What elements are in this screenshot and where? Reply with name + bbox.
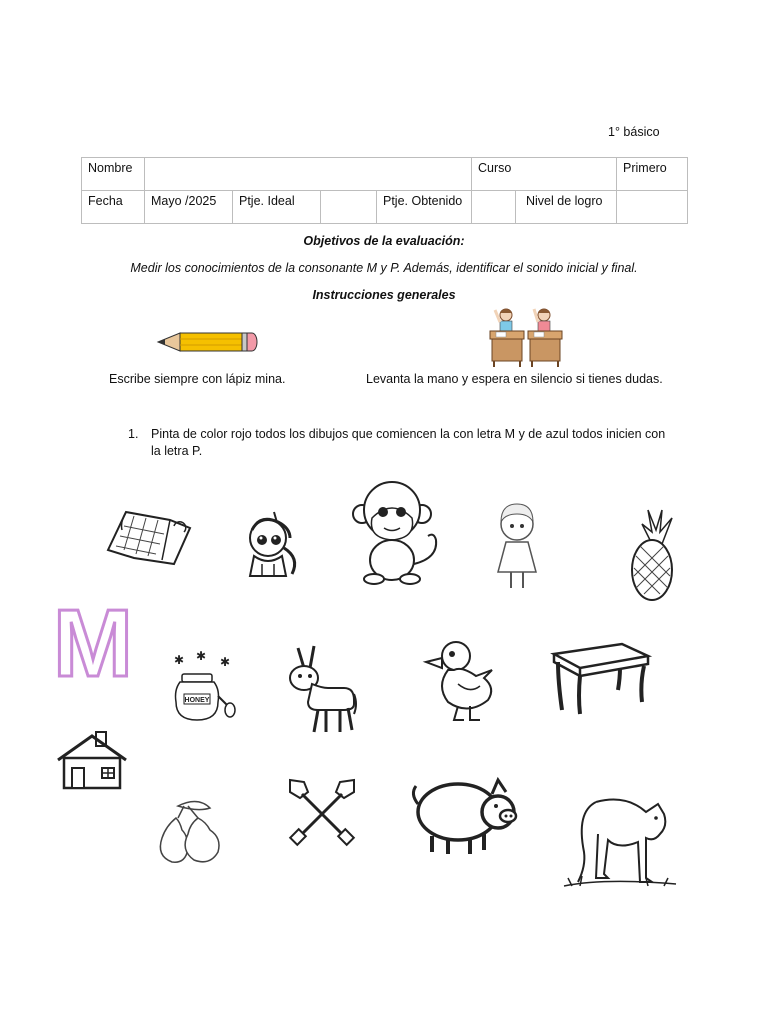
pencil-icon xyxy=(156,328,258,356)
info-table xyxy=(81,157,688,224)
honey-icon[interactable] xyxy=(168,650,238,726)
question-number: 1. xyxy=(128,427,139,441)
objectives-title: Objetivos de la evaluación: xyxy=(303,234,465,248)
nivel-logro-field[interactable] xyxy=(617,191,688,224)
svg-text:✱: ✱ xyxy=(174,653,185,667)
nombre-field[interactable] xyxy=(145,158,472,191)
grade-label: 1° básico xyxy=(608,125,660,139)
donkey-icon[interactable] xyxy=(284,644,358,736)
pineapple-icon[interactable] xyxy=(622,508,682,602)
question-text: Pinta de color rojo todos los dibujos que comiencen la con letra M y de azul todos inicien con la letra P. xyxy=(151,427,666,458)
pears-icon[interactable] xyxy=(148,796,228,864)
nivel-logro-label: Nivel de logro xyxy=(516,191,617,224)
instruction-raise-hand: Levanta la mano y espera en silencio si tienes dudas. xyxy=(366,372,663,386)
duck-icon[interactable] xyxy=(422,636,496,724)
ptje-ideal-field[interactable] xyxy=(321,191,377,224)
shovels-icon[interactable] xyxy=(284,774,360,850)
objectives-text: Medir los conocimientos de la consonante M y P. Además, identificar el sonido inicial y final. xyxy=(130,261,638,275)
ptje-obtenido-label: Ptje. Obtenido xyxy=(377,191,472,224)
doll-icon[interactable] xyxy=(490,502,544,592)
nombre-label: Nombre xyxy=(82,158,145,191)
curso-value: Primero xyxy=(617,158,688,191)
svg-text:HONEY: HONEY xyxy=(184,697,210,704)
big-letter-m xyxy=(52,600,134,686)
instruction-pencil: Escribe siempre con lápiz mina. xyxy=(109,372,286,386)
monkey-icon[interactable] xyxy=(352,480,444,586)
table-icon[interactable] xyxy=(550,640,650,716)
instructions-title: Instrucciones generales xyxy=(312,288,456,302)
svg-text:✱: ✱ xyxy=(220,655,231,669)
svg-text:M: M xyxy=(53,600,133,686)
fecha-value: Mayo /2025 xyxy=(145,191,233,224)
fecha-label: Fecha xyxy=(82,191,145,224)
unicorn-icon[interactable] xyxy=(240,508,302,580)
ptje-ideal-label: Ptje. Ideal xyxy=(233,191,321,224)
map-icon[interactable] xyxy=(104,506,194,568)
puma-icon[interactable] xyxy=(560,790,682,892)
classroom-icon xyxy=(488,306,566,368)
svg-text:✱: ✱ xyxy=(196,649,207,663)
curso-label: Curso xyxy=(472,158,617,191)
ptje-obtenido-field[interactable] xyxy=(472,191,516,224)
house-icon[interactable] xyxy=(56,730,128,790)
pig-icon[interactable] xyxy=(408,774,522,856)
